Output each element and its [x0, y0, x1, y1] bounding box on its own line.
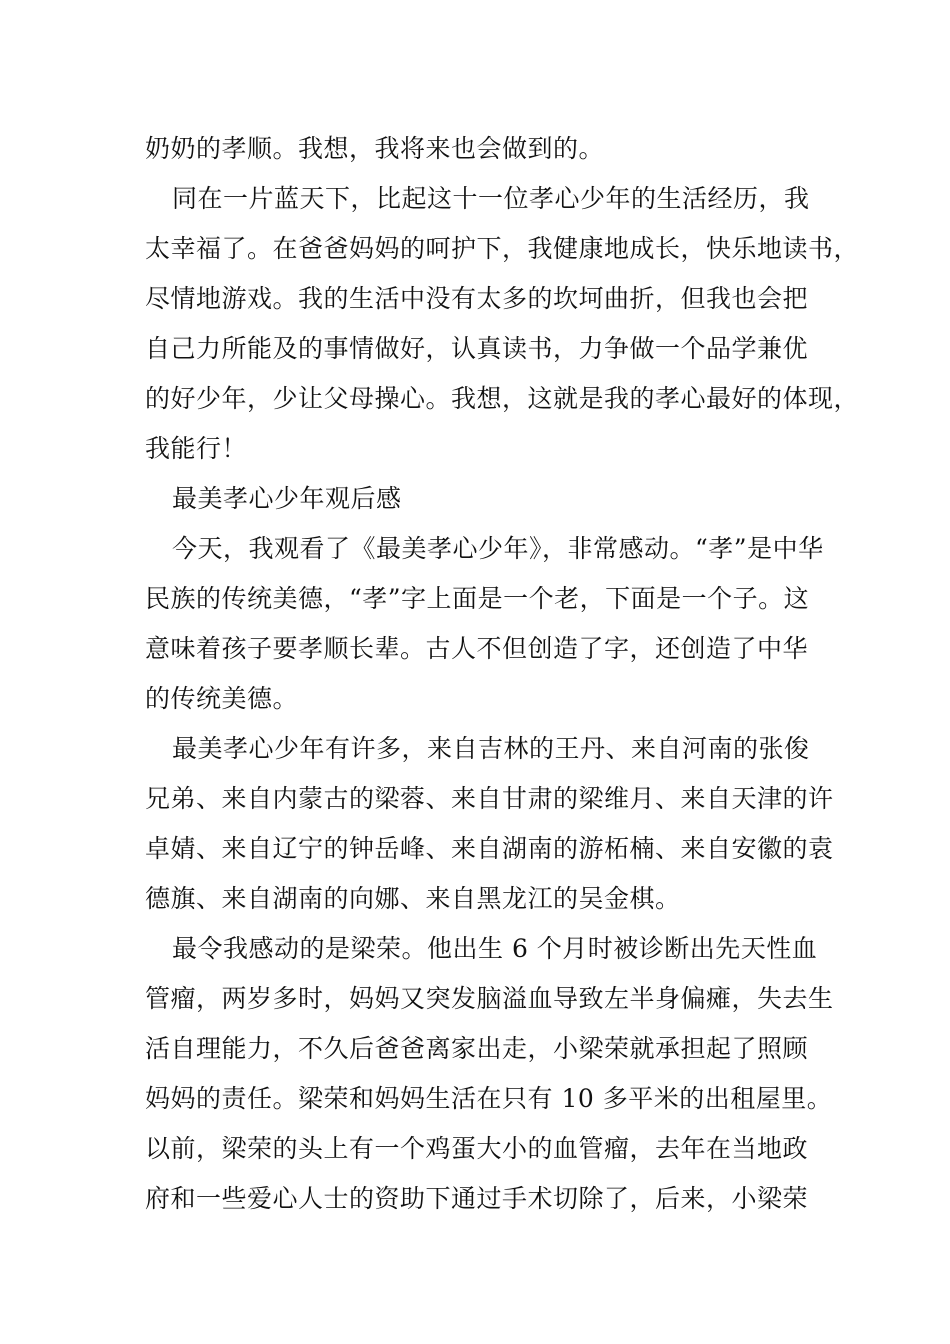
- text-line: 兄弟、来自内蒙古的梁蓉、来自甘肃的梁维月、来自天津的许: [145, 784, 834, 813]
- paragraph-start-line: 今天，我观看了《最美孝心少年》，非常感动。“孝”是中华: [172, 534, 824, 563]
- paragraph-start-line: 最美孝心少年有许多，来自吉林的王丹、来自河南的张俊: [172, 734, 810, 763]
- text-line: 以前，梁荣的头上有一个鸡蛋大小的血管瘤，去年在当地政: [145, 1134, 809, 1163]
- text-line: 意味着孩子要孝顺长辈。古人不但创造了字，还创造了中华: [145, 634, 809, 663]
- text-line: 德旗、来自湖南的向娜、来自黑龙江的吴金棋。: [145, 884, 681, 913]
- text-line: 的好少年，少让父母操心。我想，这就是我的孝心最好的体现，: [145, 384, 860, 413]
- section-heading: 最美孝心少年观后感: [172, 484, 402, 513]
- text-line: 民族的传统美德，“孝”字上面是一个老，下面是一个子。这: [145, 584, 810, 613]
- text-line: 妈妈的责任。梁荣和妈妈生活在只有 10 多平米的出租屋里。: [145, 1084, 833, 1113]
- text-line: 自己力所能及的事情做好，认真读书，力争做一个品学兼优: [145, 334, 809, 363]
- text-line: 府和一些爱心人士的资助下通过手术切除了，后来，小梁荣: [145, 1184, 809, 1213]
- text-line: 管瘤，两岁多时，妈妈又突发脑溢血导致左半身偏瘫，失去生: [145, 984, 834, 1013]
- text-line: 活自理能力，不久后爸爸离家出走，小梁荣就承担起了照顾: [145, 1034, 809, 1063]
- text-line: 的传统美德。: [145, 684, 299, 713]
- paragraph-start-line: 同在一片蓝天下，比起这十一位孝心少年的生活经历，我: [172, 184, 810, 213]
- text-line: 尽情地游戏。我的生活中没有太多的坎坷曲折，但我也会把: [145, 284, 809, 313]
- text-line: 奶奶的孝顺。我想，我将来也会做到的。: [145, 134, 605, 163]
- text-line: 卓婧、来自辽宁的钟岳峰、来自湖南的游柘楠、来自安徽的袁: [145, 834, 834, 863]
- paragraph-start-line: 最令我感动的是梁荣。他出生 6 个月时被诊断出先天性血: [172, 934, 818, 963]
- text-line: 太幸福了。在爸爸妈妈的呵护下，我健康地成长，快乐地读书，: [145, 234, 860, 263]
- text-line: 我能行！: [145, 434, 248, 463]
